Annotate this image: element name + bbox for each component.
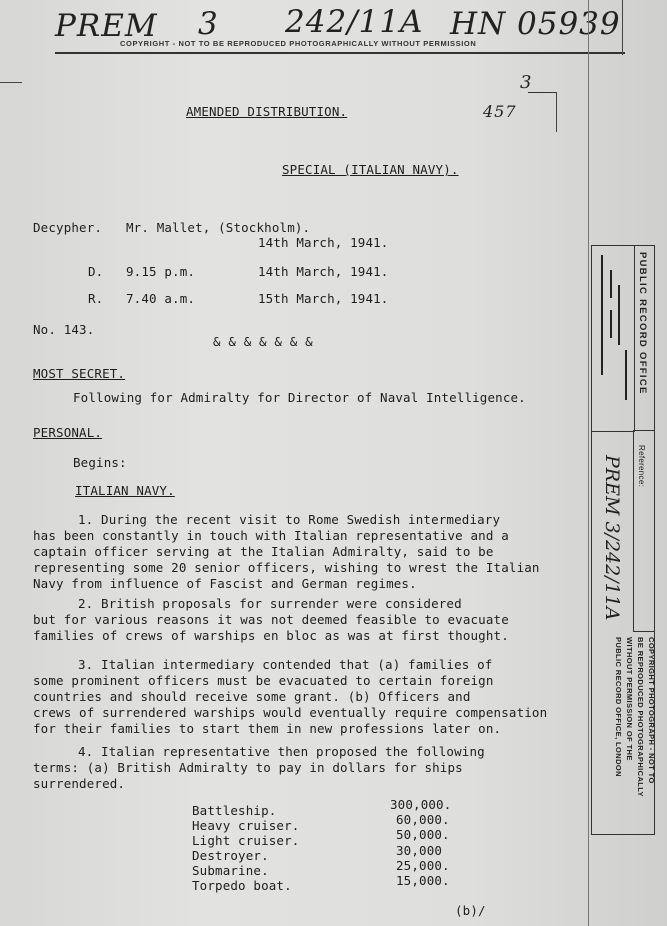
- negative-number: HN 05939: [450, 6, 621, 42]
- begins-label: Begins:: [73, 455, 127, 470]
- para2-line2: but for various reasons it was not deemed feasible to evacuate: [33, 612, 509, 627]
- ship-price: 50,000.: [396, 827, 450, 842]
- para3-line3: countries and should receive some grant. (b) Officers and: [33, 689, 471, 704]
- record-office-label: PUBLIC RECORD OFFICE: [637, 252, 648, 395]
- ruler-tick: [610, 310, 612, 338]
- para1-line2: has been constantly in touch with Italian representative and a: [33, 528, 509, 543]
- ruler-tick: [618, 285, 620, 345]
- copyright-notice: COPYRIGHT - NOT TO BE REPRODUCED PHOTOGRAPHICALLY WITHOUT PERMISSION: [120, 39, 477, 48]
- ship-price: 60,000.: [396, 812, 450, 827]
- distribution-heading: AMENDED DISTRIBUTION.: [186, 104, 348, 119]
- ruler-tick: [610, 270, 612, 298]
- personal-heading: PERSONAL.: [33, 425, 103, 440]
- para4-line2: terms: (a) British Admiralty to pay in dollars for ships: [33, 760, 463, 775]
- ruler-tick: [625, 350, 627, 400]
- ruler-tick: [601, 255, 603, 375]
- para3-line1: 3. Italian intermediary contended that (a) families of: [78, 657, 493, 672]
- despatched-label: D.: [88, 264, 104, 279]
- reference-series: PREM: [55, 8, 158, 44]
- ship-price: 30,000: [396, 843, 443, 858]
- stamp-copyright-line: BE REPRODUCED PHOTOGRAPHICALLY: [636, 637, 645, 797]
- stamp-copyright-line: WITHOUT PERMISSION OF THE: [625, 637, 634, 761]
- despatched-date: 14th March, 1941.: [258, 264, 389, 279]
- addressee-line: Following for Admiralty for Director of Naval Intelligence.: [73, 390, 526, 405]
- page-mark-rule: [528, 92, 556, 93]
- para3-line4: crews of surrendered warships would eventually require compensation: [33, 705, 548, 720]
- ship-price: 300,000.: [390, 797, 452, 812]
- message-number: No. 143.: [33, 322, 95, 337]
- ship-type: Torpedo boat.: [192, 878, 292, 893]
- ship-type: Destroyer.: [192, 848, 269, 863]
- despatched-time: 9.15 p.m.: [126, 264, 196, 279]
- para1-line5: Navy from influence of Fascist and German regimes.: [33, 576, 417, 591]
- para4-line3: surrendered.: [33, 776, 126, 791]
- reference-label: Reference:: [637, 445, 646, 488]
- subject-heading: ITALIAN NAVY.: [75, 483, 175, 498]
- classification: MOST SECRET.: [33, 366, 126, 381]
- header-side-rule: [622, 0, 623, 55]
- para1-line4: representing some 20 senior officers, wishing to wrest the Italian: [33, 560, 540, 575]
- stamp-copyright-line: PUBLIC RECORD OFFICE, LONDON: [614, 637, 623, 777]
- ship-type: Light cruiser.: [192, 833, 300, 848]
- continuation-mark: (b)/: [455, 903, 486, 918]
- stamp-ruler-box: [591, 245, 635, 432]
- header-divider: [55, 52, 625, 54]
- page-mark-vrule: [556, 92, 557, 132]
- ship-price: 25,000.: [396, 858, 450, 873]
- category-heading: SPECIAL (ITALIAN NAVY).: [282, 162, 459, 177]
- ship-type: Submarine.: [192, 863, 269, 878]
- stamp-copyright-line: COPYRIGHT PHOTOGRAPH - NOT TO: [647, 637, 656, 784]
- folio-mark: 457: [483, 102, 517, 121]
- para3-line2: some prominent officers must be evacuated to certain foreign: [33, 673, 494, 688]
- received-label: R.: [88, 291, 104, 306]
- ship-price: 15,000.: [396, 873, 450, 888]
- sent-date: 14th March, 1941.: [258, 235, 389, 250]
- edge-mark: [0, 82, 22, 99]
- stamp-reference-handwritten: PREM 3/242/11A: [601, 455, 623, 621]
- ship-type: Battleship.: [192, 803, 277, 818]
- ship-type: Heavy cruiser.: [192, 818, 300, 833]
- received-date: 15th March, 1941.: [258, 291, 389, 306]
- para4-line1: 4. Italian representative then proposed the following: [78, 744, 485, 759]
- para1-line1: 1. During the recent visit to Rome Swedish intermediary: [78, 512, 501, 527]
- reference-class: 3: [198, 6, 219, 42]
- sender: Mr. Mallet, (Stockholm).: [126, 220, 311, 235]
- page-edge-line: [588, 0, 589, 926]
- page-mark: 3: [520, 72, 533, 93]
- para3-line5: for their families to start them in new professions later on.: [33, 721, 502, 736]
- reference-piece: 242/11A: [285, 4, 424, 40]
- decypher-label: Decypher.: [33, 220, 103, 235]
- received-time: 7.40 a.m.: [126, 291, 196, 306]
- para2-line3: families of crews of warships en bloc as was at first thought.: [33, 628, 509, 643]
- para1-line3: captain officer serving at the Italian Admiralty, said to be: [33, 544, 494, 559]
- separator: & & & & & & &: [213, 334, 313, 349]
- para2-line1: 2. British proposals for surrender were considered: [78, 596, 462, 611]
